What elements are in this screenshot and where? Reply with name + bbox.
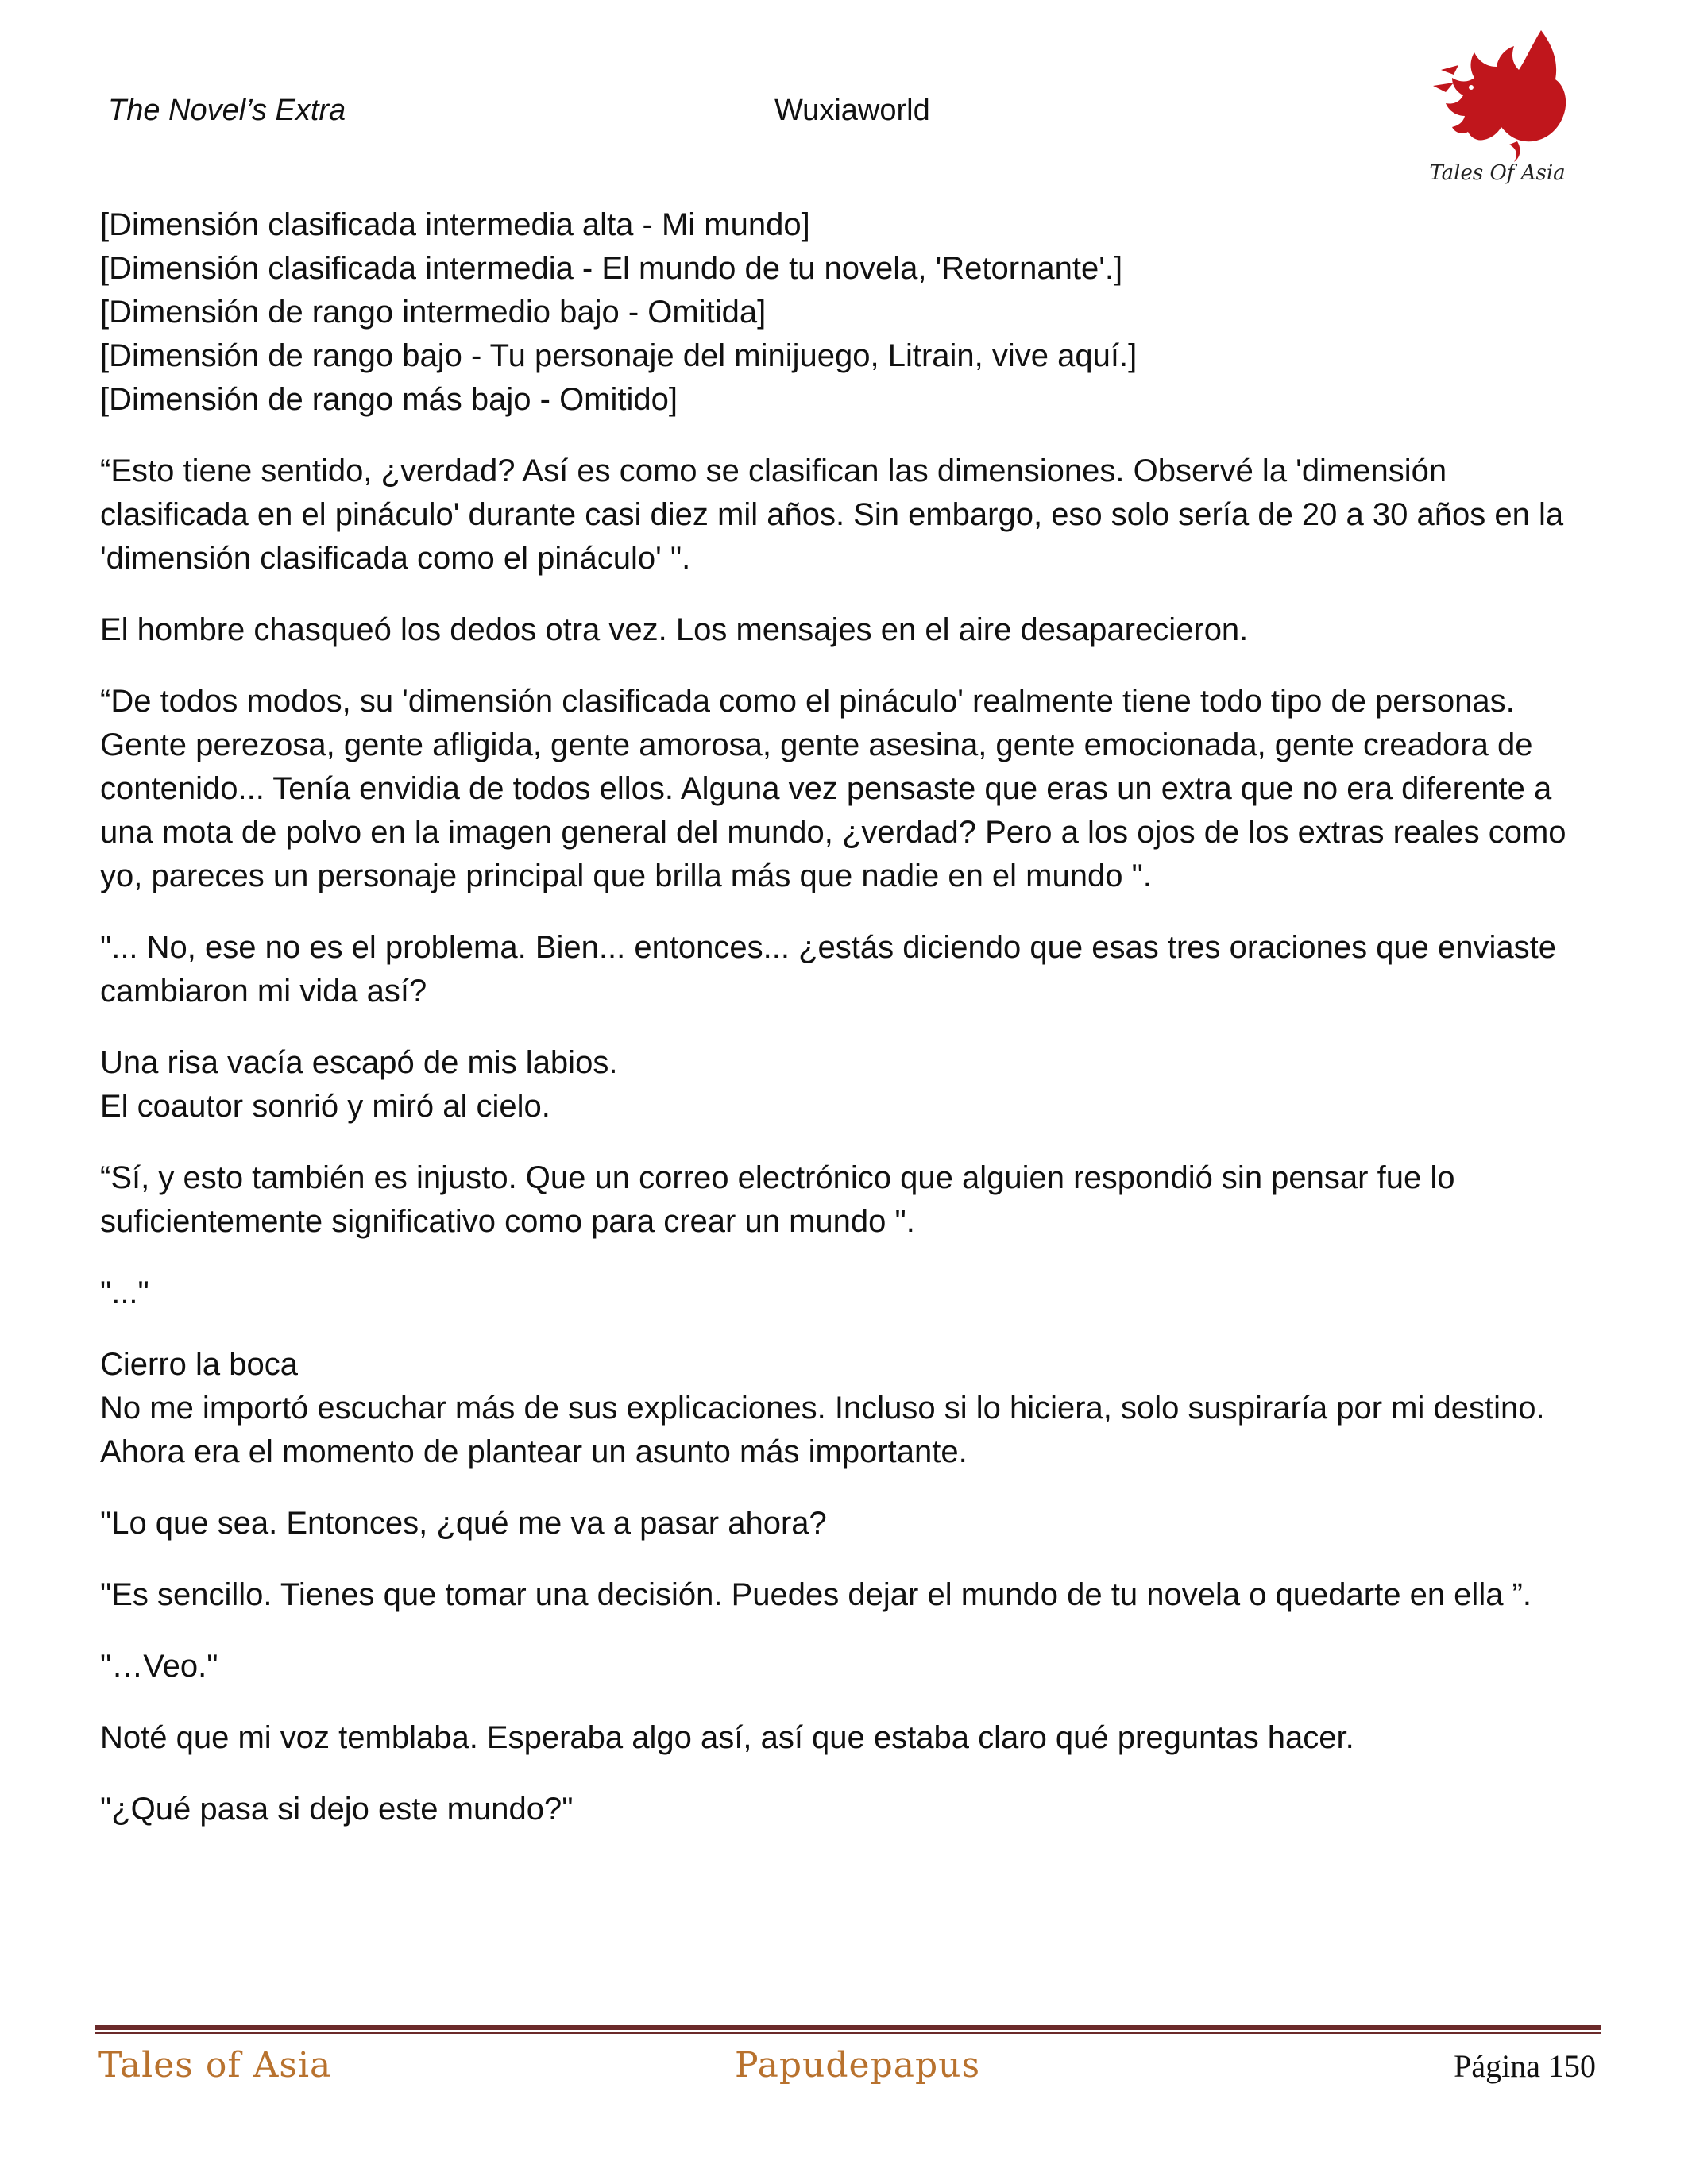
paragraph (100, 203, 1601, 422)
paragraph (100, 926, 1601, 1013)
paragraph-line: [Dimensión de rango bajo - Tu personaje del minijuego, Litrain, vive aquí.] (100, 338, 1138, 373)
paragraph (100, 680, 1601, 898)
paragraph-line: "..." (100, 1275, 149, 1310)
paragraph-line: [Dimensión clasificada intermedia alta - Mi mundo] (100, 207, 810, 242)
paragraph-line: [Dimensión de rango más bajo - Omitido] (100, 382, 678, 417)
paragraph-line: Cierro la boca (100, 1347, 299, 1382)
paragraph-line: Una risa vacía escapó de mis labios. (100, 1045, 618, 1080)
page-number: Página 150 (1454, 2048, 1596, 2084)
document-body (100, 203, 1601, 1859)
header-site: Wuxiaworld (774, 94, 930, 127)
paragraph-line: “De todos modos, su 'dimensión clasificada como el pináculo' realmente tiene todo tipo de personas. Gente perezosa, gente afligida, gente amorosa, gente asesina, gente emocionada, gente creadora de contenido... Tenía envidia de todos ellos. Alguna vez pensaste que eras un extra que no era diferente a una mota de polvo en la imagen general del mundo, ¿verdad? Pero a los ojos de los extras reales como yo, pareces un personaje principal que brilla más que nadie en el mundo ". (100, 684, 1566, 893)
paragraph-line: El coautor sonrió y miró al cielo. (100, 1089, 550, 1124)
paragraph-line: "Es sencillo. Tienes que tomar una decisión. Puedes dejar el mundo de tu novela o quedarte en ella ”. (100, 1577, 1532, 1612)
paragraph-line: "¿Qué pasa si dejo este mundo?" (100, 1792, 574, 1827)
footer-left-text: Tales of Asia (98, 2045, 332, 2086)
paragraph-line: “Sí, y esto también es injusto. Que un correo electrónico que alguien respondió sin pensar fue lo suficientemente significativo como para crear un mundo ". (100, 1160, 1455, 1239)
paragraph (100, 450, 1601, 581)
paragraph (100, 1271, 1601, 1315)
tales-of-asia-dragon-logo-icon (1422, 22, 1573, 193)
paragraph (100, 1156, 1601, 1244)
paragraph-line: [Dimensión de rango intermedio bajo - Omitida] (100, 295, 767, 330)
paragraph-line: Ahora era el momento de plantear un asunto más importante. (100, 1434, 968, 1469)
footer-rule (95, 2025, 1601, 2036)
paragraph (100, 1343, 1601, 1474)
paragraph-line: El hombre chasqueó los dedos otra vez. Los mensajes en el aire desaparecieron. (100, 612, 1249, 647)
paragraph (100, 1716, 1601, 1760)
paragraph (100, 1041, 1601, 1129)
paragraph-line: "... No, ese no es el problema. Bien... entonces... ¿estás diciendo que esas tres oraciones que enviaste cambiaron mi vida así? (100, 930, 1557, 1009)
paragraph-line: “Esto tiene sentido, ¿verdad? Así es como se clasifican las dimensiones. Observé la 'dimensión clasificada en el pináculo' durante casi diez mil años. Sin embargo, eso solo sería de 20 a 30 años en la 'dimensión clasificada como el pináculo' ". (100, 453, 1564, 576)
paragraph (100, 1502, 1601, 1545)
logo-text: Tales Of Asia (1429, 161, 1566, 185)
paragraph-line: Noté que mi voz temblaba. Esperaba algo así, así que estaba claro qué preguntas hacer. (100, 1720, 1354, 1755)
paragraph (100, 1573, 1601, 1617)
paragraph (100, 608, 1601, 652)
paragraph-line: [Dimensión clasificada intermedia - El mundo de tu novela, 'Retornante'.] (100, 251, 1123, 286)
paragraph-line: "…Veo." (100, 1649, 218, 1684)
paragraph-line: No me importó escuchar más de sus explicaciones. Incluso si lo hiciera, solo suspiraría por mi destino. (100, 1391, 1545, 1426)
paragraph-line: "Lo que sea. Entonces, ¿qué me va a pasar ahora? (100, 1506, 827, 1541)
footer-center-text: Papudepapus (735, 2045, 981, 2086)
paragraph (100, 1645, 1601, 1688)
header-title: The Novel’s Extra (108, 94, 346, 127)
paragraph (100, 1788, 1601, 1831)
